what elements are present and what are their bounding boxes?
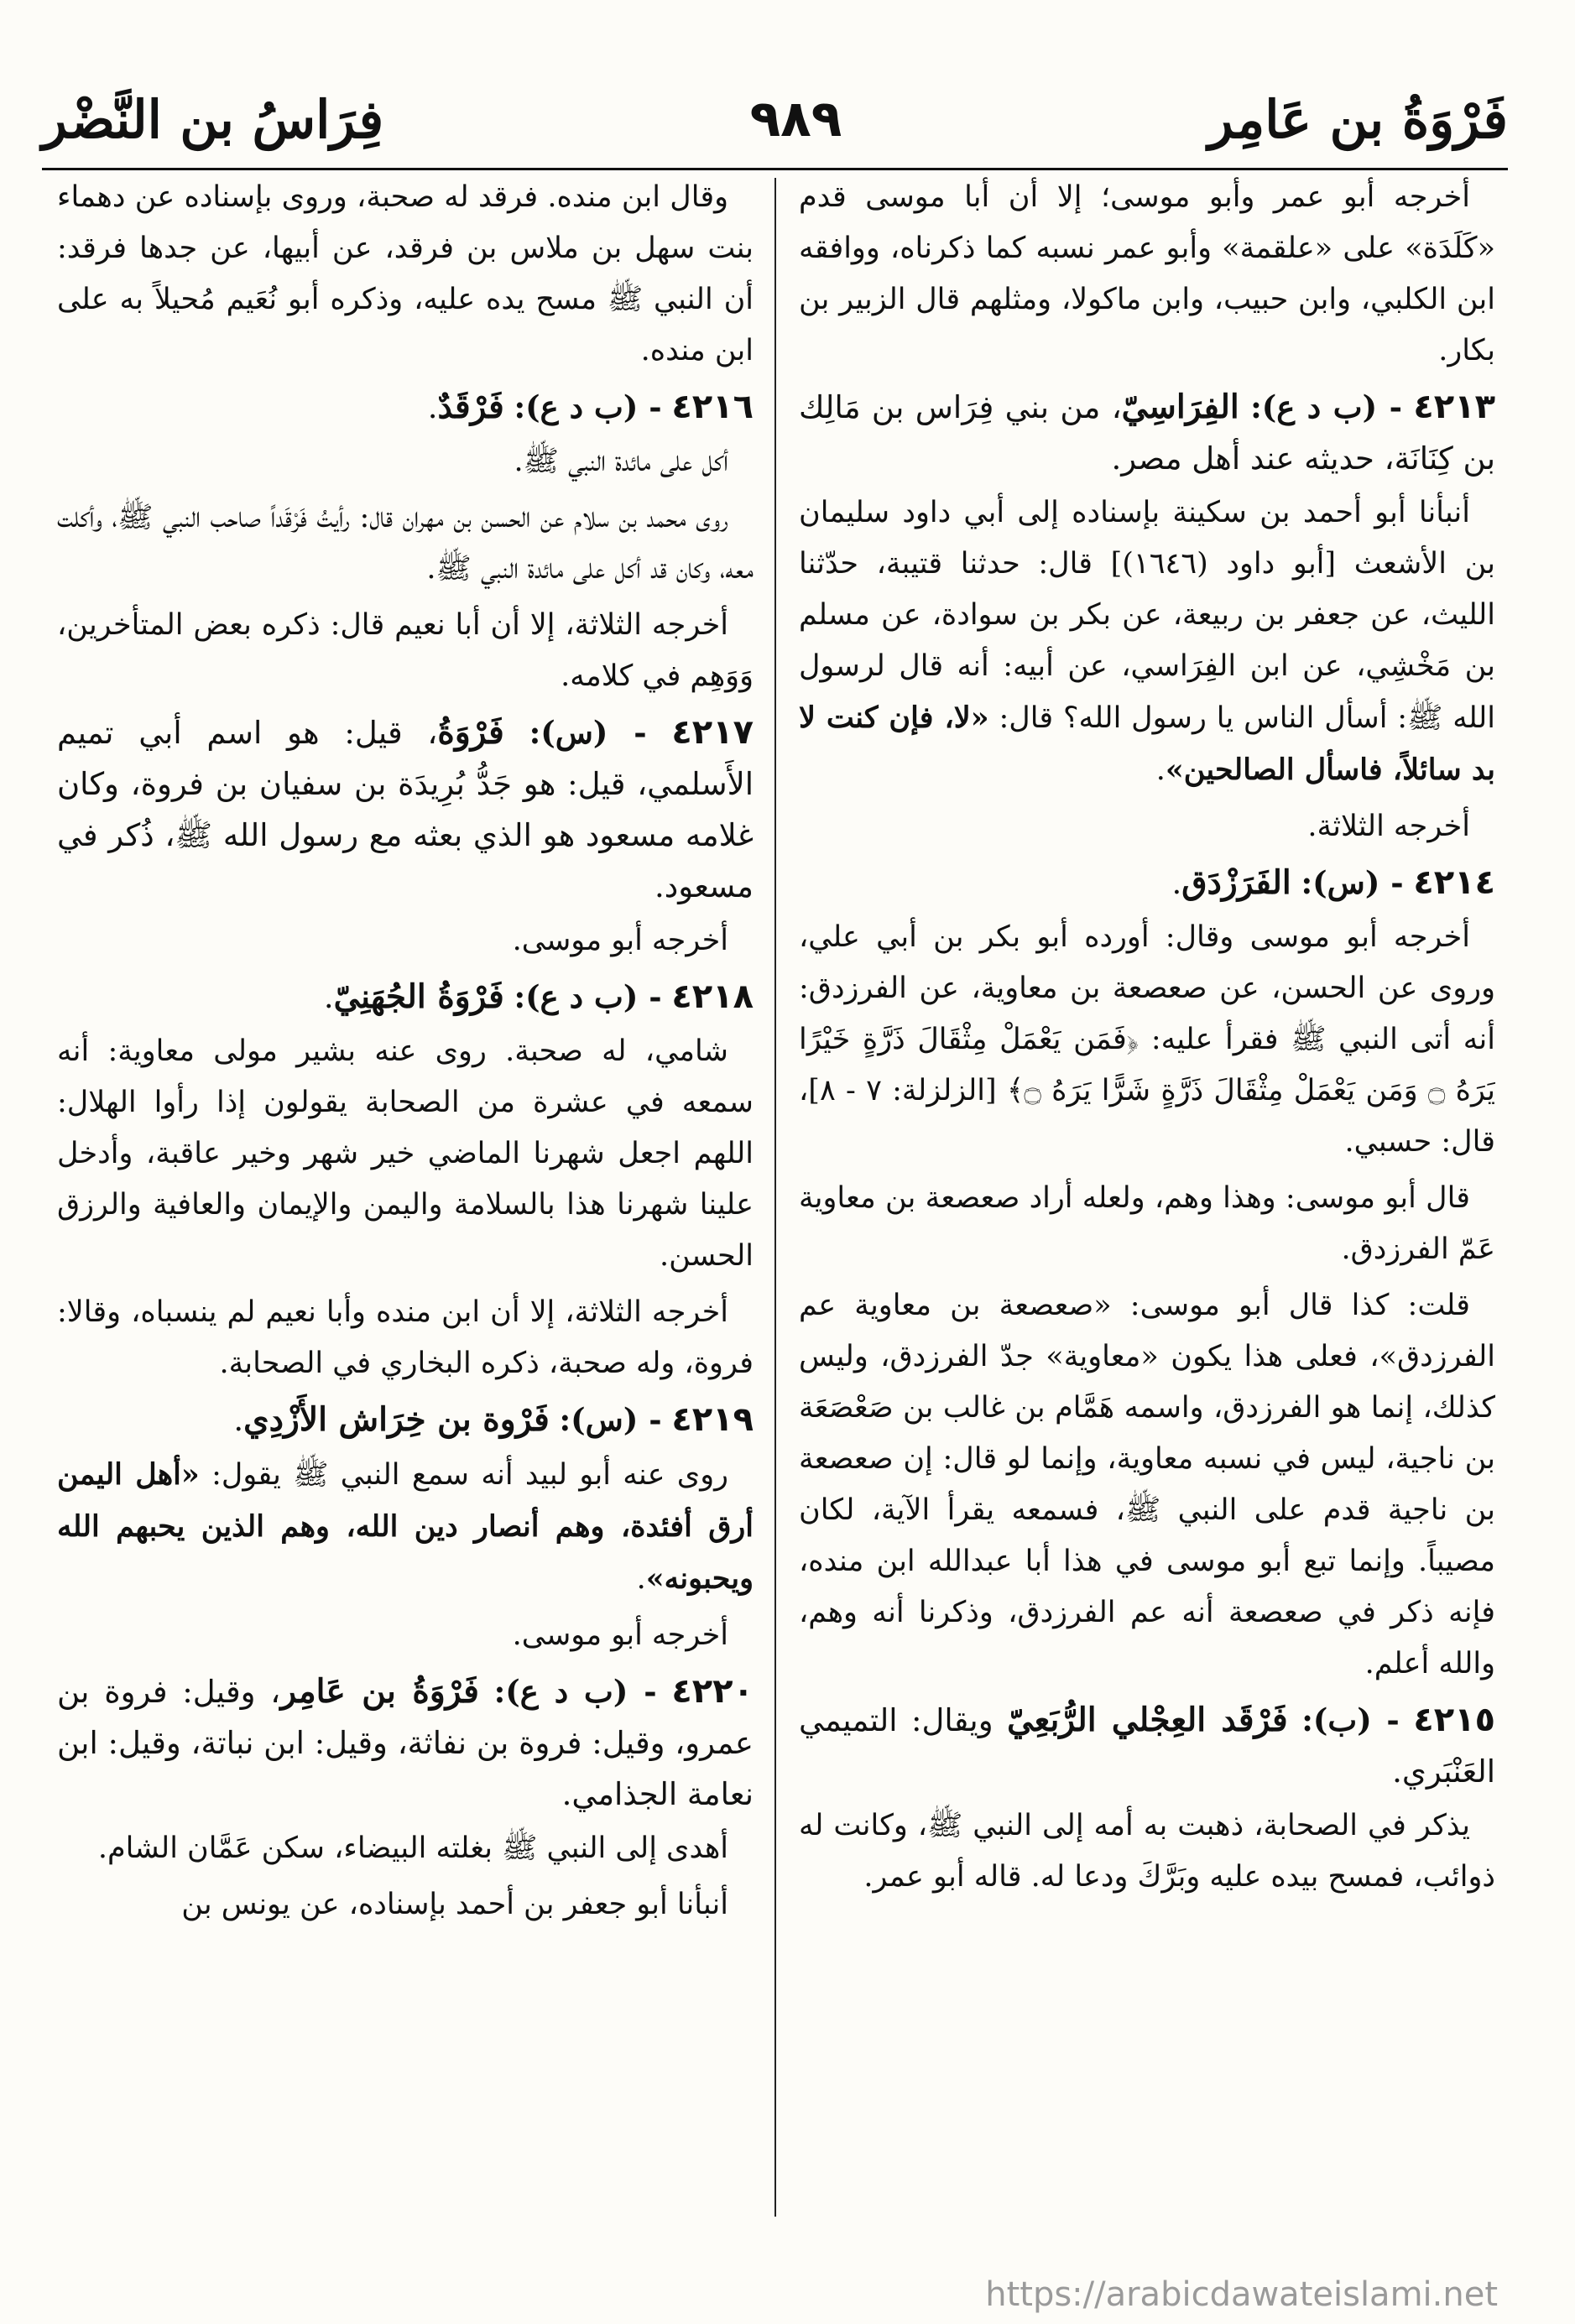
entry-number: ٤٢١٤ (1413, 863, 1495, 902)
watermark-url: https://arabicdawateislami.net (985, 2275, 1498, 2314)
left-column (57, 172, 754, 2219)
entry-heading-rest: ويقال: التميمي العَنْبَري. (799, 1702, 1495, 1790)
entry-number: ٤٢٢٠ (671, 1672, 754, 1711)
paragraph: أكل على مائدة النبي ﷺ. (514, 445, 728, 478)
paragraph-end: . (1155, 753, 1166, 787)
entry-heading-4217 (57, 707, 754, 912)
paragraph: أخرجه الثلاثة، إلا أن ابن منده وأبا نعيم لم ينسباه، وقالا: فروة، وله صحبة، ذكره البخاري في الصحابة. (57, 1295, 754, 1380)
entry-code: - (س): (529, 714, 647, 751)
right-column (799, 172, 1495, 2219)
paragraph (57, 1449, 754, 1605)
paragraph: أخرجه أبو موسى وقال: أورده أبو بكر بن أبي علي، وروى عن الحسن، عن صعصعة بن معاوية، عن الفرزدق: أنه أتى النبي ﷺ فقرأ عليه: ﴿فَمَن يَعْمَلْ مِثْقَالَ ذَرَّةٍ خَيْرًا يَرَهُ ۝ وَمَن يَعْمَلْ مِثْقَالَ ذَرَّةٍ شَرًّا يَرَهُ ۝﴾ [الزلزلة: ٧ - ٨]، قال: حسبي. (799, 920, 1495, 1159)
paragraph: أخرجه الثلاثة، إلا أن أبا نعيم قال: ذكره بعض المتأخرين، وَوَهِم في كلامه. (57, 608, 754, 693)
entry-code: - (ب د ع): (514, 978, 662, 1015)
entry-name: فَرْوَةُ (437, 713, 504, 752)
hadith-quote: «لا، فإن كنت لا بد سائلاً، فاسأل الصالحين» (799, 701, 1495, 787)
entry-heading-rest: ، وقيل: فروة بن عمرو، وقيل: فروة بن نفاثة، وقيل: ابن نباتة، وقيل: ابن نعامة الجذامي. (57, 1674, 754, 1812)
running-head-left-title: فَرْوَةُ بن عَامِر (1207, 88, 1508, 150)
entry-code: - (ب): (1301, 1701, 1400, 1738)
entry-heading-rest: ، من بني فِرَاس بن مَالِك بن كِنَانَة، حديثه عند أهل مصر. (799, 389, 1495, 477)
page-number: ٩٨٩ (749, 90, 842, 149)
paragraph: قال أبو موسى: وهذا وهم، ولعله أراد صعصعة بن معاوية عَمّ الفرزدق. (799, 1181, 1495, 1266)
entry-heading-rest: ، قيل: هو اسم أبي تميم الأَسلمي، قيل: هو جَدُّ بُرِيدَة بن سفيان بن فروة، وكان غلامه مسعود هو الذي بعثه مع رسول الله ﷺ، ذُكر في مسعود. (57, 715, 754, 904)
entry-heading-rest: . (233, 1402, 244, 1438)
entry-name: فَرْقَدٌ (437, 388, 504, 426)
entry-heading-rest: . (1171, 865, 1182, 901)
column-divider (774, 178, 776, 2217)
entry-code: - (ب د ع): (493, 1673, 657, 1710)
paragraph: روى محمد بن سلام عن الحسن بن مهران قال: رأيتُ فَرْقَداً صاحب النبي ﷺ، وأكلت معه، وكان قد أكل على مائدة النبي ﷺ. (57, 501, 754, 586)
entry-number: ٤٢١٥ (1413, 1701, 1495, 1739)
entry-number: ٤٢١٧ (671, 713, 754, 752)
entry-code: - (ب د ع): (514, 388, 662, 425)
entry-heading-4219 (57, 1394, 754, 1446)
entry-code: - (ب د ع): (1250, 388, 1402, 425)
running-head-right-title: فِرَاسُ بن النَّضْر (42, 88, 384, 150)
entry-name: فَرْوَةُ الجُهَنِيّ (333, 977, 504, 1016)
entry-name: فَرْقَد العِجْلي الرُّبَعِيّ (1007, 1701, 1288, 1739)
paragraph: أخرجه أبو موسى. (512, 1618, 728, 1652)
paragraph-text: روى عنه أبو لبيد أنه سمع النبي ﷺ يقول: (211, 1458, 728, 1492)
entry-name: الفَرَزْدَق (1181, 863, 1291, 902)
header-rule (42, 168, 1508, 170)
entry-heading-rest: . (323, 979, 334, 1015)
entry-name: فَرْوة بن خِرَاش الأَزْدِي (243, 1400, 550, 1439)
paragraph: أنبأنا أبو جعفر بن أحمد بإسناده، عن يونس بن (181, 1888, 728, 1921)
paragraph-end: . (636, 1562, 646, 1596)
entry-number: ٤٢١٨ (671, 977, 754, 1016)
entry-heading-4215 (799, 1695, 1495, 1797)
paragraph: شامي، له صحبة. روى عنه بشير مولى معاوية: أنه سمعه في عشرة من الصحابة يقولون إذا رأوا الهلال: اللهم اجعل شهرنا الماضي خير شهر وخير عاقبة، وأدخل علينا شهرنا هذا بالسلامة واليمن والإيمان والعافية والرزق الحسن. (57, 1034, 754, 1273)
entry-heading-rest: . (427, 389, 438, 425)
entry-heading-4214 (799, 857, 1495, 909)
entry-number: ٤٢١٣ (1413, 388, 1495, 426)
paragraph: أخرجه أبو عمر وأبو موسى؛ إلا أن أبا موسى قدم «كَلَدَة» على «علقمة» وأبو عمر نسبه كما ذكرناه، ووافقه ابن الكلبي، وابن حبيب، وابن ماكولا، ومثلهم قال الزبير بن بكار. (799, 180, 1495, 367)
paragraph: يذكر في الصحابة، ذهبت به أمه إلى النبي ﷺ، وكانت له ذوائب، فمسح بيده عليه وبَرَّكَ ودعا له. قاله أبو عمر. (799, 1809, 1495, 1894)
entry-code: - (س): (559, 1401, 662, 1438)
entry-number: ٤٢١٦ (671, 388, 754, 426)
paragraph: قلت: كذا قال أبو موسى: «صعصعة بن معاوية عم الفرزدق»، فعلى هذا يكون «معاوية» جدّ الفرزدق، وليس كذلك، إنما هو الفرزدق، واسمه هَمَّام بن غالب بن صَعْصَعَة بن ناجية، ليس في نسبه معاوية، وإنما لو قال: إن صعصعة بن ناجية قدم على النبي ﷺ، فسمعه يقرأ الآية، لكان مصيباً. وإنما تبع أبو موسى في هذا أبا عبدالله ابن منده، فإنه ذكر في صعصعة أنه عم الفرزدق، وذكرنا أنه وهم، والله أعلم. (799, 1289, 1495, 1680)
paragraph: أخرجه أبو موسى. (512, 924, 728, 957)
running-head (42, 77, 1508, 161)
entry-code: - (س): (1301, 864, 1404, 901)
paragraph: وقال ابن منده. فرقد له صحبة، وروى بإسناده عن دهماء بنت سهل بن ملاس بن فرقد، عن أبيها، عن جدها فرقد: أن النبي ﷺ مسح يده عليه، وذكره أبو نُعَيم مُحيلاً به على ابن منده. (57, 180, 754, 367)
paragraph-text: أنبأنا أبو أحمد بن سكينة بإسناده إلى أبي داود سليمان بن الأشعث [أبو داود (١٦٤٦)] قال: حدثنا قتيبة، حدّثنا الليث، عن جعفر بن ربيعة، عن بكر بن سوادة، عن مسلم بن مَخْشِي، عن ابن الفِرَاسي، عن أبيه: أنه قال لرسول الله ﷺ: أسأل الناس يا رسول الله؟ قال: (799, 496, 1495, 735)
paragraph: أخرجه الثلاثة. (1307, 810, 1470, 843)
entry-name: فَرْوَةُ بن عَامِر (280, 1672, 479, 1711)
hadith-quote: «أهل اليمن أرق أفئدة، وهم أنصار دين الله، وهم الذين يحبهم الله ويحبونه» (57, 1457, 754, 1596)
entry-heading-4220 (57, 1666, 754, 1820)
paragraph: أهدى إلى النبي ﷺ بغلته البيضاء، سكن عَمَّان الشام. (97, 1832, 728, 1865)
paragraph (799, 487, 1495, 796)
entry-heading-4216 (57, 382, 754, 433)
entry-name: الفِرَاسِيّ (1121, 388, 1239, 426)
entry-number: ٤٢١٩ (671, 1400, 754, 1439)
entry-heading-4213 (799, 382, 1495, 484)
entry-heading-4218 (57, 972, 754, 1023)
